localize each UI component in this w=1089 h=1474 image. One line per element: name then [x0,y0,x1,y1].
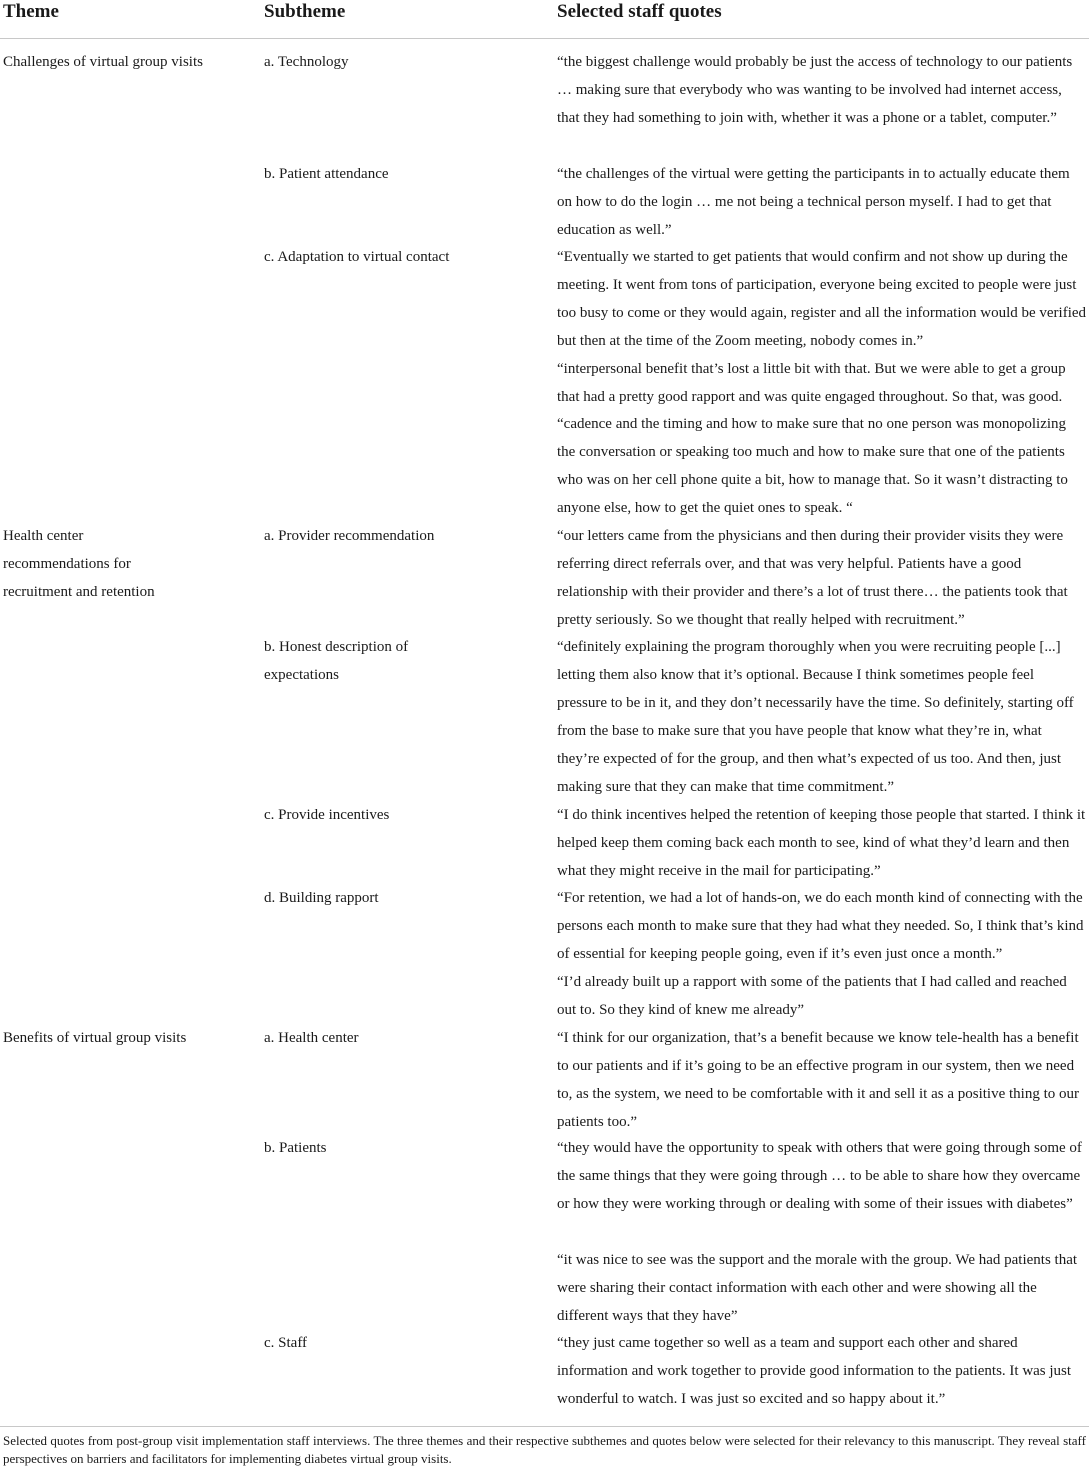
subtheme-cell: a. Technology [264,54,349,70]
quote-cell: “our letters came from the physicians and then during their provider visits they were referring direct referrals over, and that was very helpful. Patients have a good relationship with their provider and there’s a lot of trust there… the patients took that pretty seriously. So we thought that really helped with recruitment.” [557,528,1068,628]
table-footer-divider [0,1426,1089,1427]
quote-cell: “the challenges of the virtual were getting the participants in to actually educate them on how to do the login … me not being a technical person myself. I had to get that education as well.” [557,166,1070,238]
theme-cell: Health center recommendations for recruitment and retention [3,528,155,600]
table-caption: Selected quotes from post-group visit implementation staff interviews. The three themes and their respective subthemes and quotes below were selected for their relevancy to this manuscript. They reveal staff perspectives on barriers and facilitators for implementing diabetes virtual group visits. [3,1433,1086,1466]
header-theme: Theme [3,1,59,22]
subtheme-cell: d. Building rapport [264,890,379,906]
quote-cell: “the biggest challenge would probably be just the access of technology to our patients … making sure that everybody who was wanting to be involved had internet access, that they had something to join with, whether it was a phone or a tablet, computer.” [557,54,1073,126]
quote-cell: “they would have the opportunity to speak with others that were going through some of the same things that they were going through … to be able to share how they overcame or how they were working through or dealing with some of their issues with diabetes” [557,1140,1082,1212]
subtheme-cell: c. Staff [264,1335,308,1351]
theme-cell: Benefits of virtual group visits [3,1030,187,1046]
quote-cell: “it was nice to see was the support and the morale with the group. We had patients that were sharing their contact information with each other and were showing all the different ways that they have” [557,1252,1078,1324]
quote-cell: “definitely explaining the program thoroughly when you were recruiting people [...] letting them also know that it’s optional. Because I think sometimes people feel pressure to be in it, and they don’t necessarily have the time. So definitely, starting off from the base to make sure that you have people that know what they’re in, what they’re expected of for the group, and then what’s expected of us too. And then, just making sure that they can make that time commitment.” [557,639,1074,795]
quote-cell: “cadence and the timing and how to make sure that no one person was monopolizing the conversation or speaking too much and how to make sure that one of the patients who was on her cell phone quite a bit, how to manage that. So it wasn’t distracting to anyone else, how to get the quiet ones to speak. “ [557,416,1068,516]
subtheme-cell: c. Provide incentives [264,807,390,823]
subtheme-cell: a. Provider recommendation [264,528,435,544]
subtheme-cell: b. Patient attendance [264,166,389,182]
subtheme-cell: a. Health center [264,1030,359,1046]
subtheme-cell: b. Honest description of expectations [264,639,409,683]
quote-cell: “Eventually we started to get patients that would confirm and not show up during the meeting. It went from tons of participation, everyone being excited to people were just too busy to come or they would again, register and all the information would be verified but then at the time of the Zoom meeting, nobody comes in.” [557,249,1087,349]
header-quotes: Selected staff quotes [557,1,722,22]
quote-cell: “I think for our organization, that’s a benefit because we know tele-health has a benefit to our patients and if it’s going to be an effective program in our system, then we need to, as the system, we need to be comfortable with it and sell it as a positive thing to our patients too.” [557,1030,1079,1130]
quote-cell: “I’d already built up a rapport with some of the patients that I had called and reached out to. So they kind of knew me already” [557,974,1067,1018]
subtheme-cell: c. Adaptation to virtual contact [264,249,450,265]
quote-cell: “interpersonal benefit that’s lost a little bit with that. But we were able to get a group that had a pretty good rapport and was quite engaged throughout. So that, was good. [557,361,1066,405]
quote-cell: “they just came together so well as a team and support each other and shared information and work together to provide good information to the patients. It was just wonderful to watch. I was just so excited and so happy about it.” [557,1335,1072,1407]
table-header-row [0,0,1089,39]
quote-cell: “For retention, we had a lot of hands-on, we do each month kind of connecting with the persons each month to make sure that they had what they needed. So, I think that’s kind of essential for keeping people going, even if it’s even just once a month.” [557,890,1084,962]
subtheme-cell: b. Patients [264,1140,327,1156]
theme-cell: Challenges of virtual group visits [3,54,203,70]
header-subtheme: Subtheme [264,1,346,22]
quote-cell: “I do think incentives helped the retention of keeping those people that started. I think it helped keep them coming back each month to see, kind of what they’d learn and then what they might receive in the mail for participating.” [557,807,1086,879]
